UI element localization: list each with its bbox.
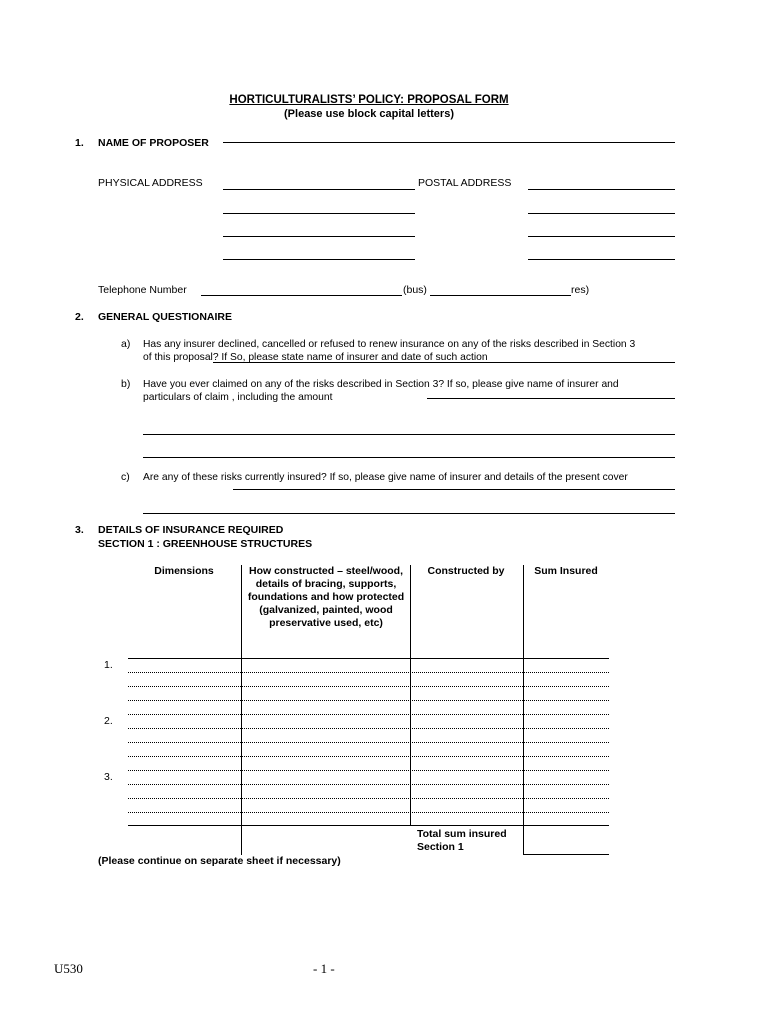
bus-label: (bus) <box>403 284 427 296</box>
column-header-sum-insured: Sum Insured <box>534 565 598 577</box>
row-number-2: 2. <box>104 715 113 727</box>
question-b-answer-field-3[interactable] <box>143 457 675 458</box>
table-row[interactable] <box>128 756 609 757</box>
table-bottom-rule <box>128 825 609 826</box>
telephone-res-field[interactable] <box>430 295 571 296</box>
continue-note: (Please continue on separate sheet if necessary) <box>98 855 341 867</box>
proposer-name-field[interactable] <box>223 142 675 143</box>
question-a-letter: a) <box>121 338 131 350</box>
physical-address-field-1[interactable] <box>223 189 415 190</box>
question-a-answer-field[interactable] <box>213 362 675 363</box>
question-c-letter: c) <box>121 471 130 483</box>
question-c-answer-field-1[interactable] <box>233 489 675 490</box>
section2-number: 2. <box>75 311 84 323</box>
table-row[interactable] <box>128 672 609 673</box>
table-row[interactable] <box>128 812 609 813</box>
form-title: HORTICULTURALISTS’ POLICY: PROPOSAL FORM <box>229 94 509 106</box>
column-header-dimensions: Dimensions <box>154 565 214 577</box>
question-b-letter: b) <box>121 378 131 390</box>
postal-address-field-3[interactable] <box>528 236 675 237</box>
table-row[interactable] <box>128 714 609 715</box>
total-section-label: Section 1 <box>417 841 464 853</box>
postal-address-field-4[interactable] <box>528 259 675 260</box>
table-header-rule <box>128 658 609 659</box>
table-row[interactable] <box>128 784 609 785</box>
form-code: U530 <box>54 961 83 976</box>
question-c-line1: Are any of these risks currently insured? If so, please give name of insurer and details of the present cover <box>143 472 628 483</box>
question-a-line1: Has any insurer declined, cancelled or refused to renew insurance on any of the risks described in Section 3 <box>143 339 636 350</box>
section3-number: 3. <box>75 524 84 536</box>
postal-address-field-2[interactable] <box>528 213 675 214</box>
page-number: - 1 - <box>313 961 335 976</box>
section2-label: GENERAL QUESTIONAIRE <box>98 311 232 323</box>
column-header-how-constructed: How constructed – steel/wood, details of bracing, supports, foundations and how protected (galvanized, painted, wood preservative used, etc) <box>247 565 405 629</box>
table-divider-2 <box>410 565 411 825</box>
row-number-1: 1. <box>104 659 113 671</box>
question-a-line2: of this proposal? If So, please state name of insurer and date of such action <box>143 352 488 363</box>
column-header-constructed-by: Constructed by <box>427 565 505 577</box>
row-number-3: 3. <box>104 771 113 783</box>
physical-address-field-4[interactable] <box>223 259 415 260</box>
physical-address-field-3[interactable] <box>223 236 415 237</box>
section1-number: 1. <box>75 137 84 149</box>
table-row[interactable] <box>128 728 609 729</box>
telephone-bus-field[interactable] <box>201 295 402 296</box>
question-c-answer-field-2[interactable] <box>143 513 675 514</box>
physical-address-label: PHYSICAL ADDRESS <box>98 177 203 189</box>
table-row[interactable] <box>128 798 609 799</box>
question-b-answer-field-2[interactable] <box>143 434 675 435</box>
table-row[interactable] <box>128 700 609 701</box>
postal-address-field-1[interactable] <box>528 189 675 190</box>
total-sum-insured-label: Total sum insured <box>417 828 507 840</box>
res-label: res) <box>571 284 590 296</box>
question-b-answer-field-1[interactable] <box>427 398 675 399</box>
physical-address-field-2[interactable] <box>223 213 415 214</box>
total-sum-insured-field[interactable] <box>523 854 609 855</box>
question-b-line2: particulars of claim , including the amount <box>143 392 333 403</box>
section3-label: DETAILS OF INSURANCE REQUIRED <box>98 524 284 536</box>
section3-subtitle: SECTION 1 : GREENHOUSE STRUCTURES <box>98 538 313 550</box>
section1-label: NAME OF PROPOSER <box>98 137 209 149</box>
table-row[interactable] <box>128 770 609 771</box>
table-row[interactable] <box>128 686 609 687</box>
form-subtitle: (Please use block capital letters) <box>284 108 454 120</box>
postal-address-label: POSTAL ADDRESS <box>418 177 512 189</box>
telephone-label: Telephone Number <box>98 284 187 296</box>
table-row[interactable] <box>128 742 609 743</box>
question-b-line1: Have you ever claimed on any of the risks described in Section 3? If so, please give name of insurer and <box>143 379 619 390</box>
